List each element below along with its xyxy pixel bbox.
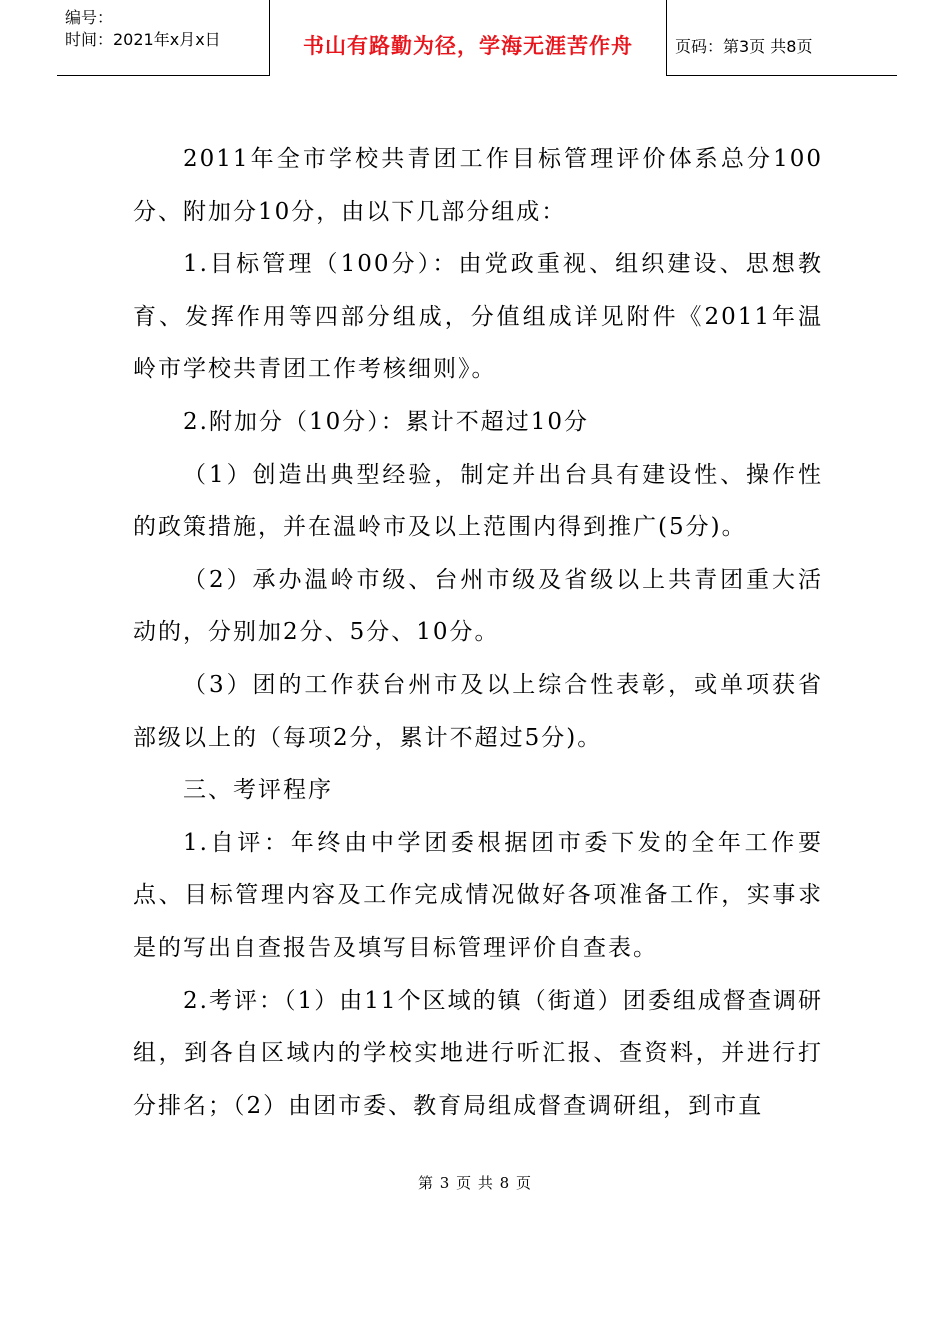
header-motto: 书山有路勤为径，学海无涯苦作舟 [303, 33, 633, 58]
page-footer: 第 3 页 共 8 页 [418, 1174, 532, 1192]
section-heading-evaluation-procedure: 三、考评程序 [183, 777, 333, 804]
header-page-info: 页码：第3页 共8页 [675, 37, 813, 56]
header-right-cell [667, 0, 897, 76]
paragraph-intro: 2011年全市学校共青团工作目标管理评价体系总分100分、附加分10分，由以下几部分组成： [133, 146, 823, 225]
paragraph-bonus-item-3: （3）团的工作获台州市及以上综合性表彰，或单项获省部级以上的（每项2分，累计不超过5分)。 [133, 671, 823, 751]
header-middle-cell [269, 0, 667, 76]
paragraph-assessment: 2.考评：（1）由11个区域的镇（街道）团委组成督查调研组，到各自区域内的学校实地进行听汇报、查资料，并进行打分排名；（2）由团市委、教育局组成督查调研组，到市直 [133, 987, 823, 1119]
paragraph-self-evaluation: 1.自评：年终由中学团委根据团市委下发的全年工作要点、目标管理内容及工作完成情况做好各项准备工作，实事求是的写出自查报告及填写目标管理评价自查表。 [133, 829, 823, 961]
paragraph-bonus-points: 2.附加分（10分）：累计不超过10分 [183, 408, 589, 435]
paragraph-goal-management: 1.目标管理（100分）：由党政重视、组织建设、思想教育、发挥作用等四部分组成，分值组成详见附件《2011年温岭市学校共青团工作考核细则》。 [133, 251, 823, 383]
page-header [57, 0, 897, 76]
paragraph-bonus-item-2: （2）承办温岭市级、台州市级及省级以上共青团重大活动的，分别加2分、5分、10分。 [133, 566, 823, 646]
header-left-cell [57, 0, 269, 76]
document-time-label: 时间：2021年x月x日 [65, 30, 221, 49]
paragraph-bonus-item-1: （1）创造出典型经验，制定并出台具有建设性、操作性的政策措施，并在温岭市及以上范围内得到推广(5分)。 [133, 461, 823, 541]
document-number-label: 编号： [65, 8, 114, 27]
document-body [133, 133, 823, 1132]
